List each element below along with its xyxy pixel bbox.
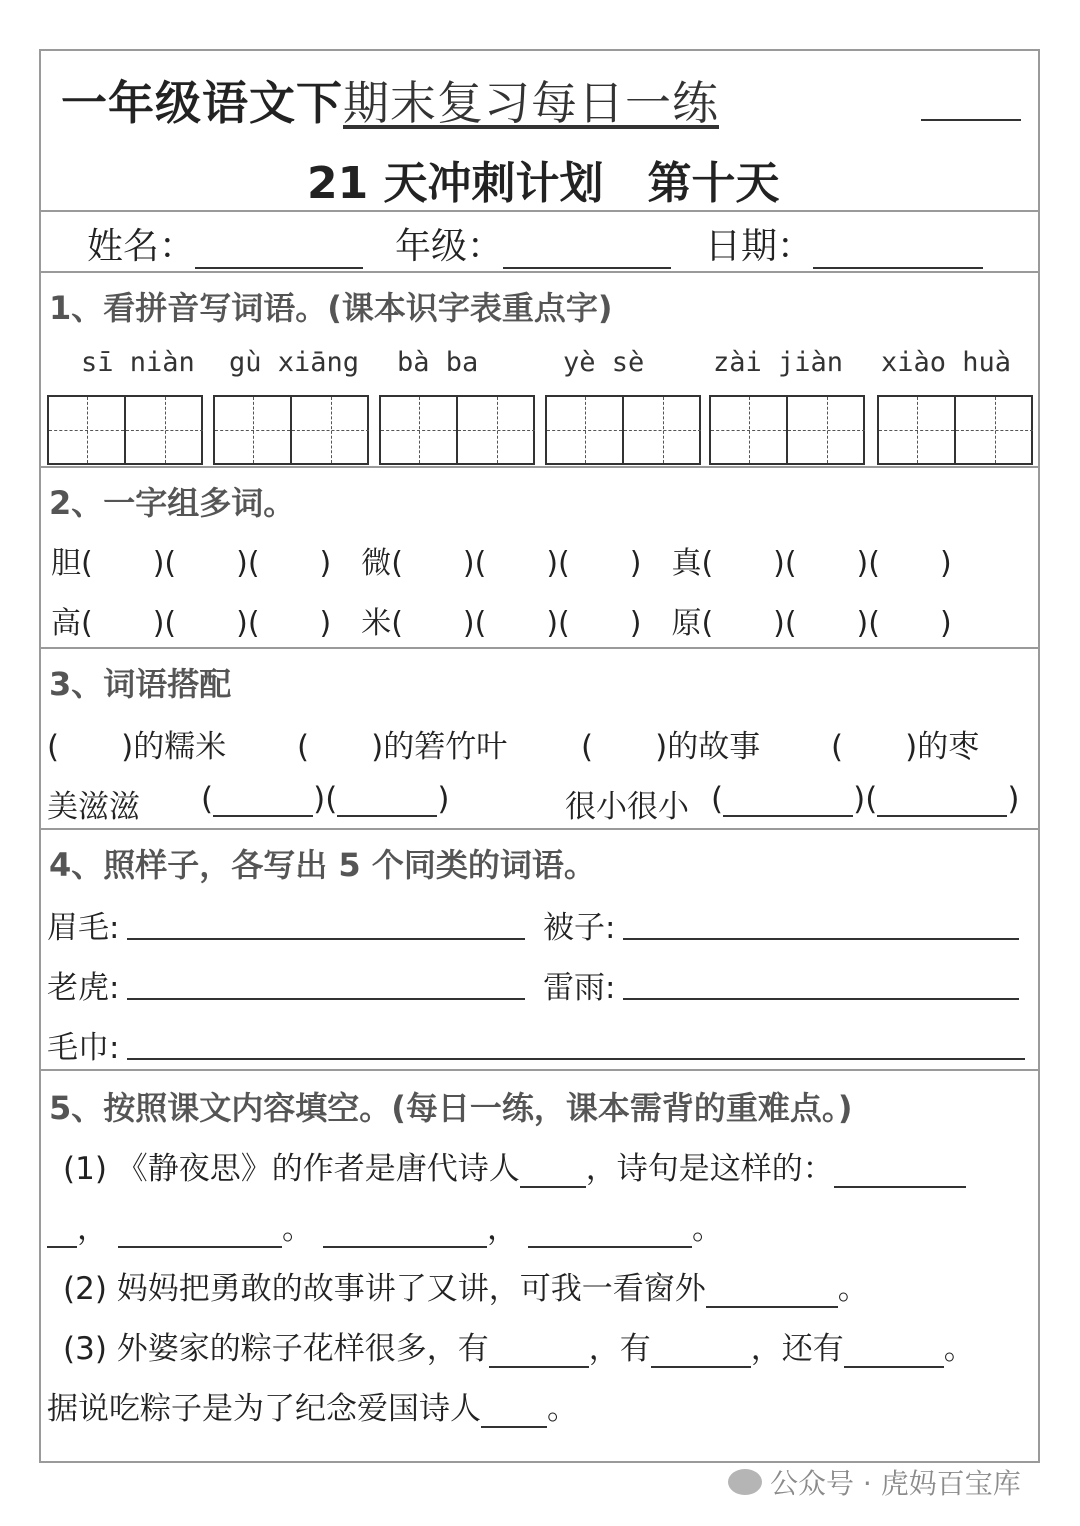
title-underlined: 期末复习每日一练 bbox=[343, 76, 719, 130]
watermark: 公众号 · 虎妈百宝库 bbox=[728, 1462, 1021, 1502]
pinyin-3: bà ba bbox=[397, 347, 479, 378]
q5-sentence-3: (3) 外婆家的粽子花样很多，有 ，有 ，还有 。 bbox=[63, 1331, 975, 1367]
q4-label-5: 毛巾: bbox=[47, 1030, 120, 1066]
q2-row-2[interactable]: 高( )( )( ) 米( )( )( ) 原( )( )( ) bbox=[51, 606, 952, 641]
q4-line-4[interactable] bbox=[623, 998, 1019, 1000]
q4-label-3: 老虎: bbox=[47, 970, 120, 1006]
pinyin-1: sī niàn bbox=[81, 347, 195, 378]
q5-sentence-4: 据说吃粽子是为了纪念爱国诗人 。 bbox=[47, 1391, 578, 1427]
q4-label-1: 眉毛: bbox=[47, 910, 120, 946]
section-q4 bbox=[41, 828, 1038, 1070]
writing-grid-2[interactable] bbox=[213, 395, 369, 465]
q5-blank-poet-2[interactable] bbox=[481, 1426, 547, 1428]
writing-grid-4[interactable] bbox=[545, 395, 701, 465]
section-q2 bbox=[41, 466, 1038, 648]
grade-field[interactable]: 年级： bbox=[395, 218, 671, 269]
q5-blank-zongzi-3[interactable] bbox=[844, 1366, 944, 1368]
worksheet-frame bbox=[39, 49, 1040, 1463]
writing-grid-1[interactable] bbox=[47, 395, 203, 465]
q5-blank-zongzi-1[interactable] bbox=[489, 1366, 589, 1368]
page-subtitle: 21 天冲刺计划 第十天 bbox=[307, 158, 780, 209]
q5-blank-line-3[interactable] bbox=[323, 1246, 487, 1248]
q5-blank-line-4[interactable] bbox=[528, 1246, 692, 1248]
page-title bbox=[61, 67, 719, 133]
q3-item-3[interactable]: ( )的故事 bbox=[581, 729, 761, 765]
date-field[interactable]: 日期： bbox=[705, 218, 983, 269]
title-underline-tail bbox=[921, 119, 1021, 121]
q3-right-blanks[interactable]: ( )( ) bbox=[711, 781, 1020, 817]
pinyin-4: yè sè bbox=[563, 347, 645, 378]
q2-row-1[interactable]: 胆( )( )( ) 微( )( )( ) 真( )( )( ) bbox=[51, 546, 952, 581]
section-q1 bbox=[41, 271, 1038, 467]
q5-sentence-1: (1) 《静夜思》的作者是唐代诗人 ，诗句是这样的： bbox=[63, 1143, 966, 1188]
section-q3 bbox=[41, 647, 1038, 829]
section-q5 bbox=[41, 1069, 1038, 1463]
q4-line-5[interactable] bbox=[127, 1058, 1025, 1060]
q5-blank-line-2[interactable] bbox=[118, 1246, 282, 1248]
q4-line-3[interactable] bbox=[127, 998, 525, 1000]
q5-sentence-2: (2) 妈妈把勇敢的故事讲了又讲，可我一看窗外 。 bbox=[63, 1271, 869, 1307]
q4-line-1[interactable] bbox=[127, 938, 525, 940]
q3-item-4[interactable]: ( )的枣 bbox=[831, 729, 980, 765]
q4-heading: 4、照样子，各写出 5 个同类的词语。 bbox=[49, 846, 596, 884]
info-row bbox=[41, 210, 1038, 272]
q3-item-1[interactable]: ( )的糯米 bbox=[47, 729, 227, 765]
q4-line-2[interactable] bbox=[623, 938, 1019, 940]
name-field[interactable]: 姓名： bbox=[87, 218, 363, 269]
q1-heading: 1、看拼音写词语。(课本识字表重点字) bbox=[49, 289, 613, 327]
pinyin-6: xiào huà bbox=[881, 347, 1012, 378]
q3-item-2[interactable]: ( )的箬竹叶 bbox=[297, 729, 508, 765]
q3-left-blanks[interactable]: ( )( ) bbox=[201, 781, 450, 817]
q3-right-word: 很小很小 bbox=[565, 789, 689, 825]
q5-heading: 5、按照课文内容填空。(每日一练，课本需背的重难点。) bbox=[49, 1089, 853, 1127]
q5-blank-zongzi-2[interactable] bbox=[651, 1366, 751, 1368]
pinyin-2: gù xiāng bbox=[229, 347, 360, 378]
writing-grid-5[interactable] bbox=[709, 395, 865, 465]
q5-blank-poet[interactable] bbox=[520, 1186, 586, 1188]
writing-grid-3[interactable] bbox=[379, 395, 535, 465]
q5-blank-line-1a[interactable] bbox=[834, 1186, 966, 1188]
q4-label-4: 雷雨: bbox=[543, 970, 616, 1006]
q3-left-word: 美滋滋 bbox=[47, 789, 140, 825]
title-bold: 一年级语文下 bbox=[61, 76, 343, 130]
q2-heading: 2、一字组多词。 bbox=[49, 484, 296, 522]
q3-heading: 3、词语搭配 bbox=[49, 665, 232, 703]
wechat-icon bbox=[728, 1469, 762, 1495]
q5-sentence-1b: ， 。 ， 。 bbox=[47, 1203, 723, 1248]
pinyin-5: zài jiàn bbox=[713, 347, 844, 378]
q5-blank-window[interactable] bbox=[706, 1306, 838, 1308]
q4-label-2: 被子: bbox=[543, 910, 616, 946]
writing-grid-6[interactable] bbox=[877, 395, 1033, 465]
